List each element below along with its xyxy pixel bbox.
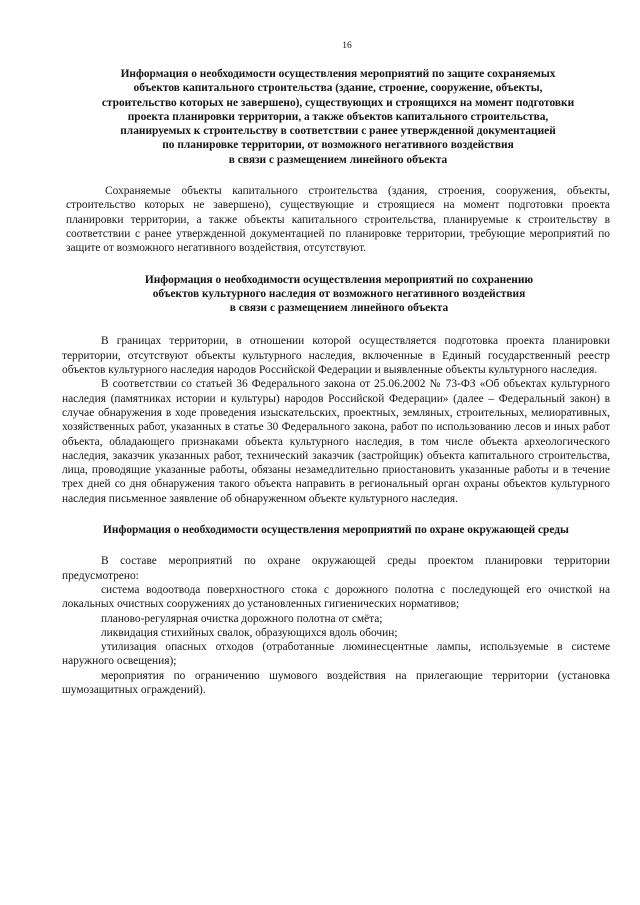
paragraph: Сохраняемые объекты капитального строительства (здания, строения, сооружения, объекты, строительство которых не завершено), существующие и строящиеся на момент подготовки проекта планировки территории, а также объекты капитального строительства, планируемые к строительству в соответствии с ранее утвержденной документацией по планировке территории, требующие мероприятий по защите от возможного негативного воздействия, отсутствуют. [66, 185, 610, 255]
section-3-heading [62, 523, 610, 537]
list-item: планово-регулярная очистка дорожного полотна от смёта; [101, 612, 383, 625]
heading-line: строительство которых не завершено), существующих и строящихся на момент подготовки [101, 96, 575, 109]
heading-line: проекта планировки территории, а также объектов капитального строительства, [127, 110, 549, 123]
paragraph: В составе мероприятий по охране окружающей среды проектом планировки территории предусмотрено: [62, 555, 610, 582]
heading-line: планируемых к строительству в соответствии с ранее утвержденной документацией [120, 125, 556, 138]
section-1-heading [66, 67, 610, 167]
heading-line: Информация о необходимости осуществления мероприятий по защите сохраняемых [120, 68, 556, 80]
paragraph: В соответствии со статьей 36 Федерального закона от 25.06.2002 № 73-ФЗ «Об объектах культурного наследия (памятниках истории и культуры) народов Российской Федерации» (далее – Федеральный закон) в случае обнаружения в ходе проведения изыскательских, проектных, земляных, строительных, мелиоративных, хозяйственных работ, указанных в статье 30 Федерального закона, работ по использованию лесов и иных работ объекта, обладающего признаками объекта культурного наследия, в том числе объекта археологического наследия, заказчик указанных работ, технический заказчик (застройщик) объекта капитального строительства, лица, проводящие указанные работы, обязаны незамедлительно приостановить указанные работы и в течение трех дней со дня обнаружения такого объекта направить в региональный орган охраны объектов культурного наследия письменное заявление об обнаруженном объекте культурного наследия. [62, 378, 610, 505]
list-item: система водоотвода поверхностного стока с дорожного полотна с последующей его очисткой на локальных очистных сооружениях до установленных гигиенических нормативов; [62, 583, 610, 611]
paragraph: В границах территории, в отношении которой осуществляется подготовка проекта планировки территории, отсутствуют объекты культурного наследия, включенные в Единый государственный реестр объектов культурного наследия народов Российской Федерации и выявленные объекты культурного наследия. [62, 335, 610, 377]
section-2-heading [68, 273, 610, 316]
list-item: утилизация опасных отходов (отработанные люминесцентные лампы, используемые в системе наружного освещения); [62, 641, 610, 668]
heading-line: Информация о необходимости осуществления мероприятий по охране окружающей среды [103, 524, 569, 537]
list-item: мероприятия по ограничению шумового воздействия на прилегающие территории (установка шумозащитных ограждений). [62, 669, 610, 696]
heading-line: объектов культурного наследия от возможного негативного воздействия [152, 287, 526, 300]
heading-line: по планировке территории, от возможного негативного воздействия [162, 139, 514, 152]
heading-line: в связи с размещением линейного объекта [229, 302, 449, 315]
heading-line: Информация о необходимости осуществления мероприятий по сохранению [144, 273, 534, 286]
heading-line: объектов капитального строительства (здание, строение, сооружение, объекты, [133, 82, 543, 95]
page-number: 16 [342, 41, 352, 51]
list-item: ликвидация стихийных свалок, образующихся вдоль обочин; [101, 626, 398, 639]
heading-line: в связи с размещением линейного объекта [228, 153, 448, 166]
